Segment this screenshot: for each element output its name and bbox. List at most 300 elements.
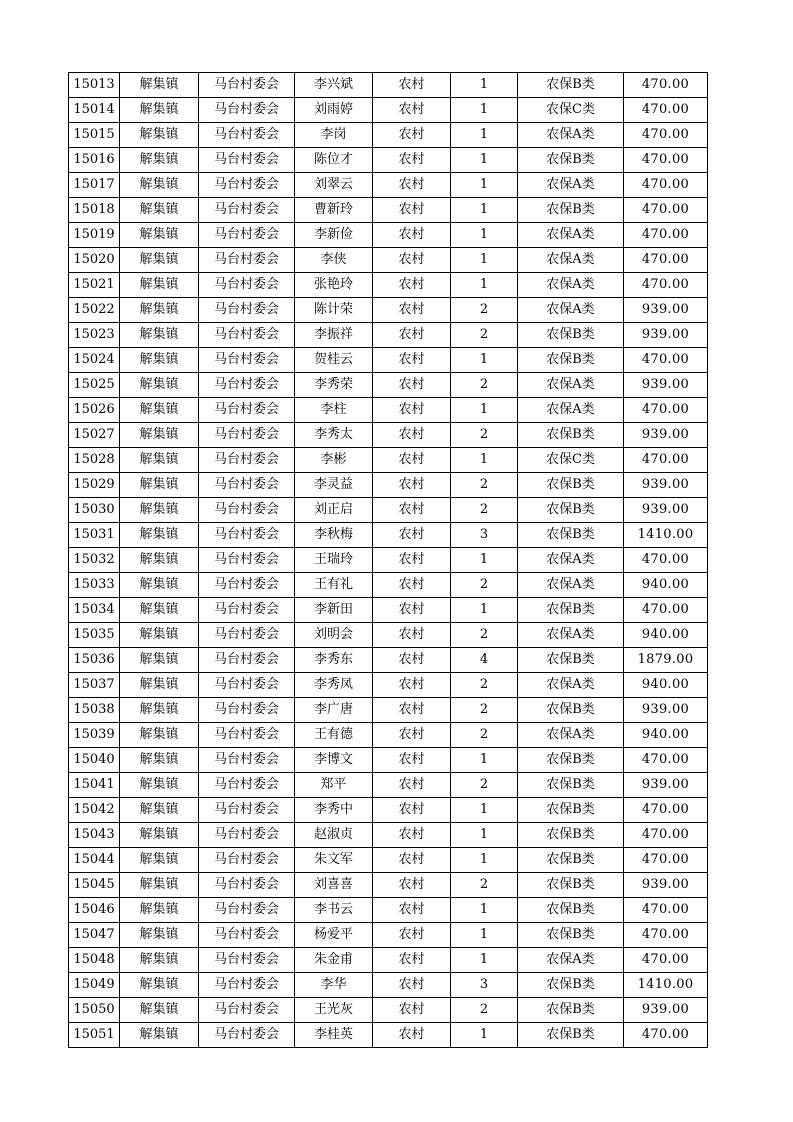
village-cell: 马台村委会: [199, 523, 295, 548]
person-name-cell: 李灵益: [295, 473, 373, 498]
person-count-cell: 2: [451, 998, 518, 1023]
person-name-cell: 刘明会: [295, 623, 373, 648]
row-number-cell: 15016: [69, 148, 120, 173]
village-cell: 马台村委会: [199, 673, 295, 698]
insurance-category-cell: 农保A类: [518, 373, 624, 398]
table-row: [69, 623, 708, 648]
person-name-cell: 刘雨婷: [295, 98, 373, 123]
amount-cell: 470.00: [624, 748, 708, 773]
household-type-cell: 农村: [373, 598, 451, 623]
insurance-category-cell: 农保B类: [518, 498, 624, 523]
town-cell: 解集镇: [120, 423, 199, 448]
table-row: [69, 898, 708, 923]
household-type-cell: 农村: [373, 98, 451, 123]
person-count-cell: 1: [451, 98, 518, 123]
village-cell: 马台村委会: [199, 823, 295, 848]
town-cell: 解集镇: [120, 873, 199, 898]
village-cell: 马台村委会: [199, 323, 295, 348]
village-cell: 马台村委会: [199, 273, 295, 298]
table-row: [69, 98, 708, 123]
village-cell: 马台村委会: [199, 448, 295, 473]
household-type-cell: 农村: [373, 998, 451, 1023]
amount-cell: 470.00: [624, 123, 708, 148]
household-type-cell: 农村: [373, 948, 451, 973]
town-cell: 解集镇: [120, 923, 199, 948]
person-count-cell: 1: [451, 748, 518, 773]
person-count-cell: 2: [451, 623, 518, 648]
insurance-category-cell: 农保B类: [518, 198, 624, 223]
village-cell: 马台村委会: [199, 973, 295, 998]
person-name-cell: 曹新玲: [295, 198, 373, 223]
person-count-cell: 1: [451, 798, 518, 823]
household-type-cell: 农村: [373, 823, 451, 848]
village-cell: 马台村委会: [199, 748, 295, 773]
insurance-category-cell: 农保B类: [518, 148, 624, 173]
person-name-cell: 刘喜喜: [295, 873, 373, 898]
person-count-cell: 2: [451, 573, 518, 598]
village-cell: 马台村委会: [199, 573, 295, 598]
person-count-cell: 1: [451, 398, 518, 423]
table-row: [69, 73, 708, 98]
table-row: [69, 848, 708, 873]
person-name-cell: 李书云: [295, 898, 373, 923]
person-name-cell: 杨爱平: [295, 923, 373, 948]
household-type-cell: 农村: [373, 148, 451, 173]
town-cell: 解集镇: [120, 123, 199, 148]
amount-cell: 470.00: [624, 948, 708, 973]
village-cell: 马台村委会: [199, 898, 295, 923]
village-cell: 马台村委会: [199, 723, 295, 748]
row-number-cell: 15018: [69, 198, 120, 223]
person-count-cell: 1: [451, 273, 518, 298]
person-count-cell: 1: [451, 73, 518, 98]
row-number-cell: 15047: [69, 923, 120, 948]
town-cell: 解集镇: [120, 748, 199, 773]
amount-cell: 470.00: [624, 73, 708, 98]
person-count-cell: 2: [451, 723, 518, 748]
person-name-cell: 李柱: [295, 398, 373, 423]
insurance-category-cell: 农保B类: [518, 348, 624, 373]
row-number-cell: 15049: [69, 973, 120, 998]
row-number-cell: 15046: [69, 898, 120, 923]
amount-cell: 470.00: [624, 248, 708, 273]
amount-cell: 470.00: [624, 548, 708, 573]
amount-cell: 470.00: [624, 798, 708, 823]
table-row: [69, 423, 708, 448]
table-row: [69, 348, 708, 373]
person-count-cell: 1: [451, 148, 518, 173]
insurance-category-cell: 农保B类: [518, 873, 624, 898]
person-count-cell: 1: [451, 823, 518, 848]
amount-cell: 940.00: [624, 573, 708, 598]
table-row: [69, 1023, 708, 1048]
person-count-cell: 3: [451, 523, 518, 548]
person-name-cell: 刘正启: [295, 498, 373, 523]
insurance-category-cell: 农保B类: [518, 798, 624, 823]
table-row: [69, 873, 708, 898]
insurance-category-cell: 农保B类: [518, 323, 624, 348]
amount-cell: 939.00: [624, 423, 708, 448]
household-type-cell: 农村: [373, 448, 451, 473]
table-row: [69, 298, 708, 323]
village-cell: 马台村委会: [199, 348, 295, 373]
town-cell: 解集镇: [120, 373, 199, 398]
person-count-cell: 1: [451, 248, 518, 273]
village-cell: 马台村委会: [199, 73, 295, 98]
town-cell: 解集镇: [120, 998, 199, 1023]
person-count-cell: 2: [451, 773, 518, 798]
table-row: [69, 748, 708, 773]
table-row: [69, 798, 708, 823]
person-name-cell: 王有德: [295, 723, 373, 748]
insurance-category-cell: 农保A类: [518, 123, 624, 148]
insurance-category-cell: 农保B类: [518, 748, 624, 773]
person-name-cell: 李秀凤: [295, 673, 373, 698]
row-number-cell: 15026: [69, 398, 120, 423]
amount-cell: 470.00: [624, 223, 708, 248]
amount-cell: 470.00: [624, 348, 708, 373]
person-count-cell: 1: [451, 123, 518, 148]
person-name-cell: 李彬: [295, 448, 373, 473]
town-cell: 解集镇: [120, 323, 199, 348]
row-number-cell: 15032: [69, 548, 120, 573]
insurance-category-cell: 农保A类: [518, 273, 624, 298]
village-cell: 马台村委会: [199, 198, 295, 223]
row-number-cell: 15035: [69, 623, 120, 648]
village-cell: 马台村委会: [199, 98, 295, 123]
person-count-cell: 2: [451, 673, 518, 698]
amount-cell: 470.00: [624, 173, 708, 198]
household-type-cell: 农村: [373, 123, 451, 148]
town-cell: 解集镇: [120, 673, 199, 698]
table-row: [69, 123, 708, 148]
person-name-cell: 李岗: [295, 123, 373, 148]
household-type-cell: 农村: [373, 873, 451, 898]
person-name-cell: 李秀太: [295, 423, 373, 448]
table-row: [69, 998, 708, 1023]
person-name-cell: 王瑞玲: [295, 548, 373, 573]
table-row: [69, 273, 708, 298]
insurance-category-cell: 农保B类: [518, 523, 624, 548]
roster-table: [68, 72, 708, 1048]
insurance-category-cell: 农保B类: [518, 648, 624, 673]
household-type-cell: 农村: [373, 223, 451, 248]
town-cell: 解集镇: [120, 473, 199, 498]
row-number-cell: 15044: [69, 848, 120, 873]
table-row: [69, 398, 708, 423]
amount-cell: 470.00: [624, 148, 708, 173]
town-cell: 解集镇: [120, 648, 199, 673]
person-count-cell: 2: [451, 373, 518, 398]
table-row: [69, 448, 708, 473]
person-name-cell: 李广唐: [295, 698, 373, 723]
person-count-cell: 2: [451, 698, 518, 723]
person-count-cell: 2: [451, 298, 518, 323]
amount-cell: 940.00: [624, 673, 708, 698]
amount-cell: 470.00: [624, 823, 708, 848]
person-count-cell: 4: [451, 648, 518, 673]
table-row: [69, 148, 708, 173]
village-cell: 马台村委会: [199, 848, 295, 873]
village-cell: 马台村委会: [199, 423, 295, 448]
village-cell: 马台村委会: [199, 948, 295, 973]
row-number-cell: 15014: [69, 98, 120, 123]
town-cell: 解集镇: [120, 798, 199, 823]
person-count-cell: 1: [451, 923, 518, 948]
person-name-cell: 李秀中: [295, 798, 373, 823]
table-row: [69, 523, 708, 548]
amount-cell: 470.00: [624, 848, 708, 873]
amount-cell: 470.00: [624, 448, 708, 473]
amount-cell: 939.00: [624, 998, 708, 1023]
household-type-cell: 农村: [373, 273, 451, 298]
row-number-cell: 15023: [69, 323, 120, 348]
town-cell: 解集镇: [120, 498, 199, 523]
person-count-cell: 1: [451, 448, 518, 473]
village-cell: 马台村委会: [199, 498, 295, 523]
village-cell: 马台村委会: [199, 473, 295, 498]
row-number-cell: 15024: [69, 348, 120, 373]
insurance-category-cell: 农保B类: [518, 1023, 624, 1048]
village-cell: 马台村委会: [199, 123, 295, 148]
row-number-cell: 15038: [69, 698, 120, 723]
row-number-cell: 15041: [69, 773, 120, 798]
village-cell: 马台村委会: [199, 598, 295, 623]
person-name-cell: 朱文军: [295, 848, 373, 873]
household-type-cell: 农村: [373, 373, 451, 398]
table-row: [69, 323, 708, 348]
insurance-category-cell: 农保B类: [518, 998, 624, 1023]
household-type-cell: 农村: [373, 523, 451, 548]
amount-cell: 940.00: [624, 623, 708, 648]
village-cell: 马台村委会: [199, 248, 295, 273]
village-cell: 马台村委会: [199, 798, 295, 823]
person-count-cell: 1: [451, 548, 518, 573]
household-type-cell: 农村: [373, 498, 451, 523]
person-name-cell: 李新俭: [295, 223, 373, 248]
insurance-category-cell: 农保A类: [518, 548, 624, 573]
row-number-cell: 15021: [69, 273, 120, 298]
row-number-cell: 15036: [69, 648, 120, 673]
town-cell: 解集镇: [120, 73, 199, 98]
row-number-cell: 15013: [69, 73, 120, 98]
town-cell: 解集镇: [120, 273, 199, 298]
insurance-category-cell: 农保A类: [518, 723, 624, 748]
household-type-cell: 农村: [373, 173, 451, 198]
row-number-cell: 15031: [69, 523, 120, 548]
table-row: [69, 948, 708, 973]
person-name-cell: 李桂英: [295, 1023, 373, 1048]
person-name-cell: 陈计荣: [295, 298, 373, 323]
household-type-cell: 农村: [373, 923, 451, 948]
town-cell: 解集镇: [120, 173, 199, 198]
town-cell: 解集镇: [120, 223, 199, 248]
person-name-cell: 李振祥: [295, 323, 373, 348]
household-type-cell: 农村: [373, 248, 451, 273]
table-row: [69, 373, 708, 398]
town-cell: 解集镇: [120, 848, 199, 873]
person-count-cell: 1: [451, 1023, 518, 1048]
person-count-cell: 2: [451, 423, 518, 448]
person-count-cell: 1: [451, 848, 518, 873]
village-cell: 马台村委会: [199, 298, 295, 323]
town-cell: 解集镇: [120, 948, 199, 973]
person-name-cell: 李华: [295, 973, 373, 998]
insurance-category-cell: 农保A类: [518, 948, 624, 973]
household-type-cell: 农村: [373, 198, 451, 223]
row-number-cell: 15030: [69, 498, 120, 523]
person-name-cell: 李秀荣: [295, 373, 373, 398]
household-type-cell: 农村: [373, 323, 451, 348]
table-row: [69, 973, 708, 998]
village-cell: 马台村委会: [199, 373, 295, 398]
insurance-category-cell: 农保B类: [518, 73, 624, 98]
insurance-category-cell: 农保A类: [518, 223, 624, 248]
table-row: [69, 548, 708, 573]
person-count-cell: 2: [451, 873, 518, 898]
insurance-category-cell: 农保B类: [518, 898, 624, 923]
table-row: [69, 498, 708, 523]
amount-cell: 470.00: [624, 898, 708, 923]
row-number-cell: 15017: [69, 173, 120, 198]
village-cell: 马台村委会: [199, 998, 295, 1023]
village-cell: 马台村委会: [199, 223, 295, 248]
household-type-cell: 农村: [373, 548, 451, 573]
town-cell: 解集镇: [120, 248, 199, 273]
household-type-cell: 农村: [373, 648, 451, 673]
amount-cell: 939.00: [624, 473, 708, 498]
insurance-category-cell: 农保B类: [518, 923, 624, 948]
person-count-cell: 1: [451, 948, 518, 973]
row-number-cell: 15040: [69, 748, 120, 773]
person-count-cell: 2: [451, 323, 518, 348]
person-name-cell: 郑平: [295, 773, 373, 798]
household-type-cell: 农村: [373, 848, 451, 873]
person-name-cell: 刘翠云: [295, 173, 373, 198]
village-cell: 马台村委会: [199, 398, 295, 423]
insurance-category-cell: 农保A类: [518, 623, 624, 648]
table-row: [69, 648, 708, 673]
person-name-cell: 王有礼: [295, 573, 373, 598]
table-row: [69, 773, 708, 798]
town-cell: 解集镇: [120, 98, 199, 123]
insurance-category-cell: 农保C类: [518, 448, 624, 473]
person-name-cell: 陈位才: [295, 148, 373, 173]
household-type-cell: 农村: [373, 973, 451, 998]
amount-cell: 939.00: [624, 323, 708, 348]
amount-cell: 939.00: [624, 373, 708, 398]
insurance-category-cell: 农保B类: [518, 823, 624, 848]
row-number-cell: 15022: [69, 298, 120, 323]
amount-cell: 470.00: [624, 398, 708, 423]
village-cell: 马台村委会: [199, 548, 295, 573]
table-row: [69, 573, 708, 598]
household-type-cell: 农村: [373, 773, 451, 798]
insurance-category-cell: 农保A类: [518, 248, 624, 273]
table-row: [69, 198, 708, 223]
person-count-cell: 1: [451, 198, 518, 223]
roster-table-body: [69, 73, 708, 1048]
household-type-cell: 农村: [373, 748, 451, 773]
town-cell: 解集镇: [120, 523, 199, 548]
row-number-cell: 15025: [69, 373, 120, 398]
person-count-cell: 1: [451, 223, 518, 248]
person-name-cell: 朱金甫: [295, 948, 373, 973]
row-number-cell: 15020: [69, 248, 120, 273]
insurance-category-cell: 农保B类: [518, 698, 624, 723]
household-type-cell: 农村: [373, 423, 451, 448]
amount-cell: 939.00: [624, 498, 708, 523]
row-number-cell: 15029: [69, 473, 120, 498]
village-cell: 马台村委会: [199, 623, 295, 648]
household-type-cell: 农村: [373, 348, 451, 373]
person-name-cell: 李兴斌: [295, 73, 373, 98]
insurance-category-cell: 农保B类: [518, 423, 624, 448]
row-number-cell: 15042: [69, 798, 120, 823]
household-type-cell: 农村: [373, 623, 451, 648]
amount-cell: 939.00: [624, 698, 708, 723]
insurance-category-cell: 农保B类: [518, 973, 624, 998]
table-row: [69, 723, 708, 748]
row-number-cell: 15034: [69, 598, 120, 623]
person-count-cell: 1: [451, 598, 518, 623]
person-name-cell: 李秀东: [295, 648, 373, 673]
town-cell: 解集镇: [120, 348, 199, 373]
village-cell: 马台村委会: [199, 148, 295, 173]
town-cell: 解集镇: [120, 1023, 199, 1048]
person-name-cell: 贺桂云: [295, 348, 373, 373]
town-cell: 解集镇: [120, 573, 199, 598]
town-cell: 解集镇: [120, 898, 199, 923]
town-cell: 解集镇: [120, 198, 199, 223]
town-cell: 解集镇: [120, 698, 199, 723]
row-number-cell: 15033: [69, 573, 120, 598]
table-row: [69, 673, 708, 698]
table-row: [69, 248, 708, 273]
insurance-category-cell: 农保A类: [518, 573, 624, 598]
person-count-cell: 1: [451, 898, 518, 923]
village-cell: 马台村委会: [199, 648, 295, 673]
table-row: [69, 173, 708, 198]
amount-cell: 470.00: [624, 1023, 708, 1048]
household-type-cell: 农村: [373, 798, 451, 823]
village-cell: 马台村委会: [199, 698, 295, 723]
table-row: [69, 598, 708, 623]
village-cell: 马台村委会: [199, 1023, 295, 1048]
village-cell: 马台村委会: [199, 173, 295, 198]
table-row: [69, 823, 708, 848]
town-cell: 解集镇: [120, 548, 199, 573]
person-name-cell: 张艳玲: [295, 273, 373, 298]
household-type-cell: 农村: [373, 573, 451, 598]
person-count-cell: 2: [451, 498, 518, 523]
amount-cell: 939.00: [624, 298, 708, 323]
row-number-cell: 15015: [69, 123, 120, 148]
town-cell: 解集镇: [120, 973, 199, 998]
table-row: [69, 923, 708, 948]
person-count-cell: 2: [451, 473, 518, 498]
person-name-cell: 李博文: [295, 748, 373, 773]
amount-cell: 470.00: [624, 923, 708, 948]
town-cell: 解集镇: [120, 773, 199, 798]
town-cell: 解集镇: [120, 398, 199, 423]
person-name-cell: 王光灰: [295, 998, 373, 1023]
household-type-cell: 农村: [373, 473, 451, 498]
insurance-category-cell: 农保B类: [518, 473, 624, 498]
insurance-category-cell: 农保B类: [518, 598, 624, 623]
table-row: [69, 223, 708, 248]
insurance-category-cell: 农保B类: [518, 773, 624, 798]
